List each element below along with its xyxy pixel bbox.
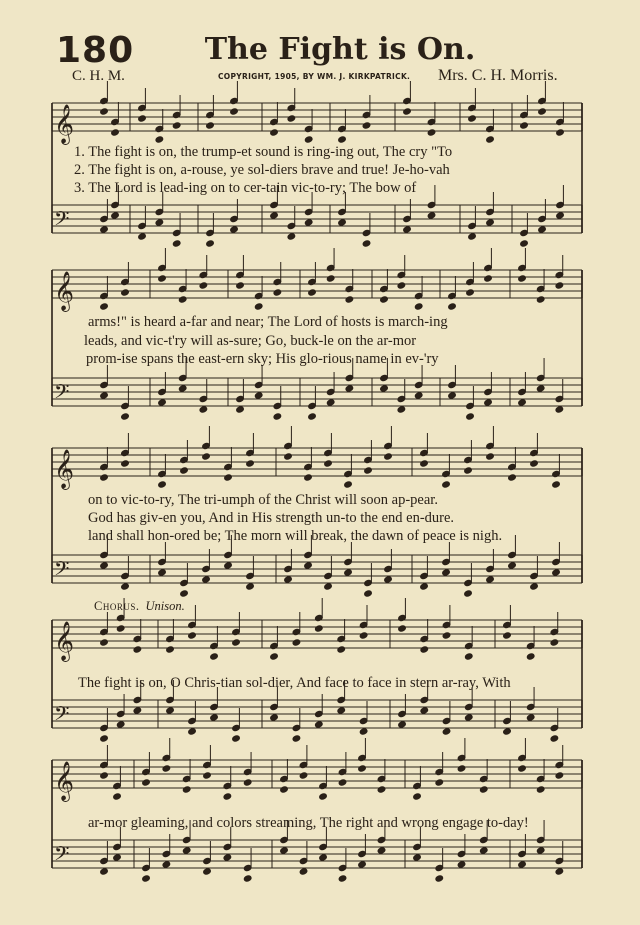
- treble-clef-icon: 𝄞: [54, 761, 75, 801]
- note-head: [270, 653, 279, 660]
- note-head: [100, 108, 109, 115]
- note-head: [210, 714, 219, 721]
- note-head: [503, 728, 512, 735]
- treble-clef-icon: 𝄞: [54, 271, 75, 311]
- note-head: [448, 303, 457, 310]
- note-head: [338, 875, 347, 882]
- bass-clef-icon: 𝄢: [54, 842, 70, 870]
- note-head: [398, 721, 407, 728]
- note-head: [206, 122, 215, 129]
- lyric-system2-verse2: leads, and vic-t'ry will as-sure; Go, buck-le on the ar-mor: [84, 333, 417, 349]
- note-head: [486, 219, 495, 226]
- note-head: [466, 289, 475, 296]
- note-head: [178, 296, 187, 303]
- note-head: [100, 392, 109, 399]
- note-head: [427, 129, 436, 136]
- note-head: [384, 453, 393, 460]
- treble-clef-icon: 𝄞: [54, 621, 75, 661]
- note-head: [442, 728, 451, 735]
- note-head: [319, 793, 328, 800]
- note-head: [359, 632, 368, 639]
- note-head: [344, 569, 353, 576]
- note-head: [552, 569, 561, 576]
- bass-clef-icon: 𝄢: [54, 702, 70, 730]
- note-head: [162, 765, 171, 772]
- note-head: [133, 646, 142, 653]
- note-head: [464, 714, 473, 721]
- note-head: [113, 793, 122, 800]
- note-head: [111, 129, 120, 136]
- note-head: [166, 707, 175, 714]
- note-head: [113, 854, 122, 861]
- note-head: [324, 460, 333, 467]
- note-head: [326, 275, 335, 282]
- note-head: [280, 847, 289, 854]
- hymn-number: 180: [56, 30, 135, 71]
- note-head: [420, 646, 429, 653]
- note-head: [420, 460, 429, 467]
- note-head: [254, 303, 263, 310]
- note-head: [116, 625, 125, 632]
- note-head: [304, 219, 313, 226]
- note-head: [182, 847, 191, 854]
- note-head: [414, 392, 423, 399]
- note-head: [380, 296, 389, 303]
- note-head: [236, 282, 245, 289]
- note-head: [442, 632, 451, 639]
- note-head: [243, 875, 252, 882]
- note-head: [138, 233, 147, 240]
- note-head: [172, 122, 181, 129]
- note-head: [503, 632, 512, 639]
- note-head: [457, 765, 466, 772]
- note-head: [520, 122, 529, 129]
- note-head: [337, 707, 346, 714]
- bass-clef-icon: 𝄢: [54, 557, 70, 585]
- note-head: [178, 385, 187, 392]
- note-head: [246, 460, 255, 467]
- treble-clef-icon: 𝄞: [54, 104, 75, 144]
- note-head: [232, 735, 241, 742]
- note-head: [162, 861, 171, 868]
- note-head: [442, 481, 451, 488]
- note-head: [345, 296, 354, 303]
- note-head: [166, 646, 175, 653]
- note-head: [315, 721, 324, 728]
- note-head: [536, 385, 545, 392]
- note-head: [223, 854, 232, 861]
- note-head: [273, 289, 282, 296]
- note-head: [284, 453, 293, 460]
- note-head: [538, 226, 547, 233]
- note-head: [100, 772, 109, 779]
- lyric-chorus-line1: The fight is on, O Chris-tian sol-dier, And face to face in stern ar-ray, With: [78, 675, 511, 691]
- note-head: [203, 868, 212, 875]
- note-head: [292, 735, 301, 742]
- note-head: [397, 406, 406, 413]
- note-head: [479, 786, 488, 793]
- note-head: [100, 868, 109, 875]
- treble-clef-icon: 𝄞: [54, 449, 75, 489]
- note-head: [518, 399, 527, 406]
- note-head: [138, 115, 147, 122]
- note-head: [403, 108, 412, 115]
- note-head: [199, 406, 208, 413]
- note-head: [435, 875, 444, 882]
- note-head: [121, 289, 130, 296]
- note-head: [338, 136, 347, 143]
- chorus-label: [94, 599, 185, 614]
- note-head: [116, 721, 125, 728]
- note-head: [304, 136, 313, 143]
- note-head: [338, 219, 347, 226]
- lyric-system3-verse3: land shall hon-ored be; The morn will break, the dawn of peace is nigh.: [88, 528, 503, 544]
- note-head: [555, 282, 564, 289]
- note-head: [308, 413, 317, 420]
- note-head: [133, 707, 142, 714]
- note-head: [180, 590, 189, 597]
- note-head: [464, 467, 473, 474]
- hymn-title: The Fight is On.: [204, 32, 476, 67]
- note-head: [337, 646, 346, 653]
- note-head: [398, 625, 407, 632]
- note-head: [224, 562, 233, 569]
- note-head: [121, 460, 130, 467]
- note-head: [364, 590, 373, 597]
- note-head: [464, 653, 473, 660]
- note-head: [206, 240, 215, 247]
- note-head: [466, 413, 475, 420]
- note-head: [287, 233, 296, 240]
- note-head: [359, 728, 368, 735]
- note-head: [319, 854, 328, 861]
- note-head: [468, 115, 477, 122]
- lyric-system1-verse1: 1. The fight is on, the trump-et sound is ring-ing out, The cry "To: [74, 144, 453, 160]
- note-head: [413, 793, 422, 800]
- note-head: [508, 562, 517, 569]
- note-head: [158, 569, 167, 576]
- note-head: [484, 399, 493, 406]
- note-head: [326, 399, 335, 406]
- note-head: [536, 786, 545, 793]
- note-head: [552, 481, 561, 488]
- note-head: [530, 583, 539, 590]
- note-head: [403, 226, 412, 233]
- lyric-system2-verse1: arms!" is heard a-far and near; The Lord of hosts is march-ing: [88, 314, 448, 330]
- note-head: [413, 854, 422, 861]
- note-head: [100, 639, 109, 646]
- note-head: [468, 233, 477, 240]
- note-head: [448, 392, 457, 399]
- note-head: [287, 115, 296, 122]
- note-head: [142, 779, 151, 786]
- note-head: [284, 576, 293, 583]
- note-head: [362, 240, 371, 247]
- note-head: [526, 714, 535, 721]
- note-head: [479, 847, 488, 854]
- note-head: [414, 303, 423, 310]
- note-head: [158, 481, 167, 488]
- chorus-direction: Unison.: [145, 599, 185, 613]
- note-head: [202, 453, 211, 460]
- note-head: [484, 275, 493, 282]
- note-head: [155, 136, 164, 143]
- note-head: [526, 653, 535, 660]
- note-head: [100, 562, 109, 569]
- note-head: [270, 714, 279, 721]
- note-head: [536, 847, 545, 854]
- note-head: [188, 728, 197, 735]
- note-head: [315, 625, 324, 632]
- note-head: [518, 275, 527, 282]
- note-head: [550, 639, 559, 646]
- note-head: [280, 786, 289, 793]
- note-head: [304, 474, 313, 481]
- bass-clef-icon: 𝄢: [54, 207, 70, 235]
- note-head: [182, 786, 191, 793]
- note-head: [556, 129, 565, 136]
- note-head: [230, 226, 239, 233]
- note-head: [550, 735, 559, 742]
- note-head: [464, 590, 473, 597]
- note-head: [100, 474, 109, 481]
- note-head: [486, 136, 495, 143]
- bass-clef-icon: 𝄢: [54, 380, 70, 408]
- note-head: [202, 576, 211, 583]
- note-head: [345, 385, 354, 392]
- note-head: [338, 779, 347, 786]
- note-head: [180, 467, 189, 474]
- note-head: [246, 583, 255, 590]
- lyric-system1-verse3: 3. The Lord is lead-ing on to cer-tain vic-to-ry; The bow of: [74, 180, 417, 196]
- note-head: [142, 875, 151, 882]
- note-head: [518, 765, 527, 772]
- note-head: [111, 212, 120, 219]
- note-head: [377, 847, 386, 854]
- note-head: [427, 212, 436, 219]
- note-head: [556, 212, 565, 219]
- note-head: [199, 282, 208, 289]
- note-head: [486, 453, 495, 460]
- hymn-author: Mrs. C. H. Morris.: [438, 67, 558, 84]
- hymn-meter: C. H. M.: [72, 68, 125, 84]
- note-head: [121, 583, 130, 590]
- copyright-notice: COPYRIGHT, 1905, BY WM. J. KIRKPATRICK.: [218, 72, 411, 81]
- note-head: [299, 772, 308, 779]
- note-head: [155, 219, 164, 226]
- note-head: [100, 226, 109, 233]
- note-head: [158, 275, 167, 282]
- note-head: [243, 779, 252, 786]
- note-head: [362, 122, 371, 129]
- note-head: [304, 562, 313, 569]
- note-head: [486, 576, 495, 583]
- note-head: [344, 481, 353, 488]
- note-head: [358, 861, 367, 868]
- lyric-chorus-line2: ar-mor gleaming, and colors streaming, The right and wrong engage to-day!: [88, 815, 529, 831]
- chorus-heading: Chorus.: [94, 599, 140, 613]
- note-head: [457, 861, 466, 868]
- lyric-system2-verse3: prom-ise spans the east-ern sky; His glo-rious name in ev-'ry: [86, 351, 439, 367]
- note-head: [236, 406, 245, 413]
- note-head: [324, 583, 333, 590]
- note-head: [442, 569, 451, 576]
- note-head: [377, 786, 386, 793]
- note-head: [100, 303, 109, 310]
- note-head: [520, 240, 529, 247]
- note-head: [158, 399, 167, 406]
- note-head: [364, 467, 373, 474]
- note-head: [210, 653, 219, 660]
- note-head: [270, 129, 279, 136]
- note-head: [224, 474, 233, 481]
- note-head: [100, 735, 109, 742]
- lyric-system3-verse1: on to vic-to-ry, The tri-umph of the Christ will soon ap-pear.: [88, 492, 438, 508]
- note-head: [555, 868, 564, 875]
- note-head: [223, 793, 232, 800]
- note-head: [518, 861, 527, 868]
- note-head: [308, 289, 317, 296]
- note-head: [292, 639, 301, 646]
- note-head: [384, 576, 393, 583]
- note-head: [203, 772, 212, 779]
- lyric-system1-verse2: 2. The fight is on, a-rouse, ye sol-diers brave and true! Je-ho-vah: [74, 162, 450, 178]
- note-head: [121, 413, 130, 420]
- note-head: [508, 474, 517, 481]
- note-head: [420, 583, 429, 590]
- note-head: [188, 632, 197, 639]
- note-head: [299, 868, 308, 875]
- note-head: [530, 460, 539, 467]
- note-head: [555, 772, 564, 779]
- note-head: [555, 406, 564, 413]
- note-head: [380, 385, 389, 392]
- lyric-system3-verse2: God has giv-en you, And in His strength un-to the end en-dure.: [88, 510, 455, 526]
- note-head: [254, 392, 263, 399]
- note-head: [172, 240, 181, 247]
- note-head: [273, 413, 282, 420]
- note-head: [538, 108, 547, 115]
- note-head: [435, 779, 444, 786]
- note-head: [358, 765, 367, 772]
- note-head: [270, 212, 279, 219]
- note-head: [230, 108, 239, 115]
- note-head: [397, 282, 406, 289]
- note-head: [232, 639, 241, 646]
- note-head: [420, 707, 429, 714]
- note-head: [536, 296, 545, 303]
